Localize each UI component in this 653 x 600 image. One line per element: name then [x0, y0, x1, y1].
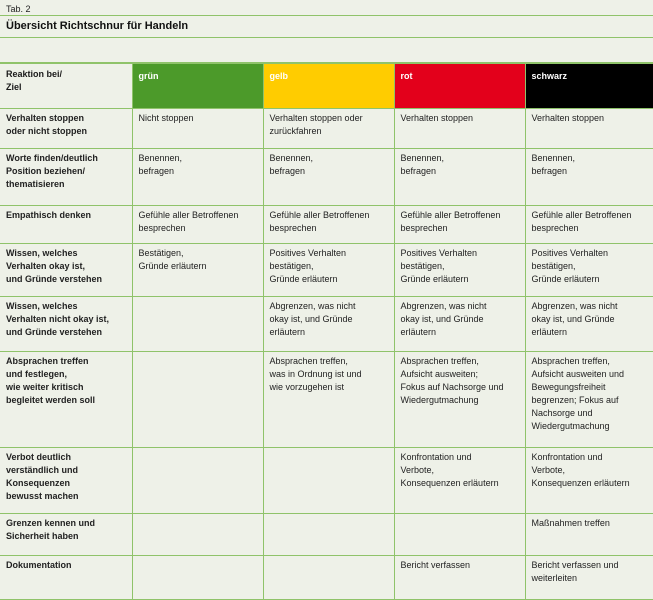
- table-cell: Positives Verhalten bestätigen, Gründe erläutern: [263, 244, 394, 297]
- table-title: Übersicht Richtschnur für Handeln: [6, 20, 189, 32]
- table-row: [0, 514, 653, 556]
- divider: [0, 37, 653, 38]
- table-cell: Maßnahmen treffen: [525, 514, 653, 556]
- table-cell: Gefühle aller Betroffenen besprechen: [525, 206, 653, 244]
- table-cell: Benennen, befragen: [132, 149, 263, 206]
- table-cell: Absprachen treffen, Aufsicht ausweiten; Fokus auf Nachsorge und Wiedergutmachung: [394, 352, 525, 448]
- row-label: Dokumentation: [0, 556, 132, 600]
- corner-header: Reaktion bei/ Ziel: [0, 64, 132, 109]
- table-cell: Positives Verhalten bestätigen, Gründe erläutern: [394, 244, 525, 297]
- table-cell: Bericht verfassen: [394, 556, 525, 600]
- level-header-schwarz: schwarz: [525, 64, 653, 109]
- table-cell: Bericht verfassen und weiterleiten: [525, 556, 653, 600]
- table-cell: Verhalten stoppen oder zurückfahren: [263, 109, 394, 149]
- table-cell: Abgrenzen, was nicht okay ist, und Gründe erläutern: [394, 297, 525, 352]
- level-header-gelb: gelb: [263, 64, 394, 109]
- table-cell: Absprachen treffen, was in Ordnung ist und wie vorzugehen ist: [263, 352, 394, 448]
- table-cell: [263, 514, 394, 556]
- table-caption: Tab. 2: [6, 4, 31, 14]
- table-cell: [132, 448, 263, 514]
- table-cell: Bestätigen, Gründe erläutern: [132, 244, 263, 297]
- table-cell: [394, 514, 525, 556]
- table-cell: Gefühle aller Betroffenen besprechen: [394, 206, 525, 244]
- row-label: Wissen, welches Verhalten nicht okay ist, und Gründe verstehen: [0, 297, 132, 352]
- table-row: [0, 244, 653, 297]
- table-row: [0, 352, 653, 448]
- table-cell: [132, 352, 263, 448]
- row-label: Verhalten stoppen oder nicht stoppen: [0, 109, 132, 149]
- table-cell: [263, 448, 394, 514]
- table-row: [0, 448, 653, 514]
- row-label: Grenzen kennen und Sicherheit haben: [0, 514, 132, 556]
- divider: [0, 15, 653, 16]
- table-cell: Abgrenzen, was nicht okay ist, und Gründe erläutern: [263, 297, 394, 352]
- table-cell: Konfrontation und Verbote, Konsequenzen erläutern: [394, 448, 525, 514]
- table-cell: Verhalten stoppen: [525, 109, 653, 149]
- table-row: [0, 149, 653, 206]
- table-cell: Gefühle aller Betroffenen besprechen: [132, 206, 263, 244]
- table-cell: Verhalten stoppen: [394, 109, 525, 149]
- row-label: Verbot deutlich verständlich und Konsequenzen bewusst machen: [0, 448, 132, 514]
- table-row: [0, 206, 653, 244]
- table-cell: [132, 556, 263, 600]
- table-row: [0, 109, 653, 149]
- table-cell: [132, 297, 263, 352]
- table-row: [0, 297, 653, 352]
- table-cell: Benennen, befragen: [263, 149, 394, 206]
- row-label: Wissen, welches Verhalten okay ist, und Gründe verstehen: [0, 244, 132, 297]
- table-cell: Benennen, befragen: [394, 149, 525, 206]
- table-cell: Konfrontation und Verbote, Konsequenzen erläutern: [525, 448, 653, 514]
- table-cell: [263, 556, 394, 600]
- table-cell: Absprachen treffen, Aufsicht ausweiten und Bewegungsfreiheit begrenzen; Fokus auf Nachsorge und Wiedergutmachung: [525, 352, 653, 448]
- guideline-table: [0, 63, 653, 600]
- row-label: Empathisch denken: [0, 206, 132, 244]
- table-row: [0, 556, 653, 600]
- table-cell: Positives Verhalten bestätigen, Gründe erläutern: [525, 244, 653, 297]
- level-header-gruen: grün: [132, 64, 263, 109]
- table-cell: Gefühle aller Betroffenen besprechen: [263, 206, 394, 244]
- level-header-rot: rot: [394, 64, 525, 109]
- table-cell: Benennen, befragen: [525, 149, 653, 206]
- table-cell: Nicht stoppen: [132, 109, 263, 149]
- row-label: Worte finden/deutlich Position beziehen/ thematisieren: [0, 149, 132, 206]
- row-label: Absprachen treffen und festlegen, wie weiter kritisch begleitet werden soll: [0, 352, 132, 448]
- table-cell: [132, 514, 263, 556]
- table-cell: Abgrenzen, was nicht okay ist, und Gründe erläutern: [525, 297, 653, 352]
